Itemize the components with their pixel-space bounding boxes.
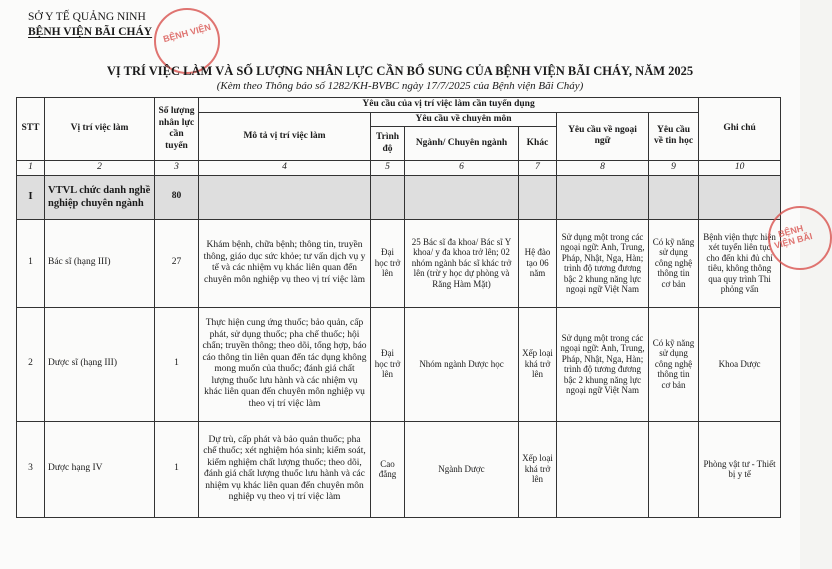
col-number: 8 <box>557 161 649 176</box>
recruitment-table <box>16 97 781 518</box>
row-major: 25 Bác sĩ đa khoa/ Bác sĩ Y khoa/ y đa khoa trở lên; 02 nhóm ngành bác sĩ khác trở lên (trừ y học dự phòng và Răng Hàm Mặt) <box>405 219 519 307</box>
header-professional: Yêu cầu về chuyên môn <box>371 112 557 127</box>
table-row <box>17 307 781 421</box>
header-row-1 <box>17 98 781 113</box>
col-number: 2 <box>45 161 155 176</box>
table-row <box>17 219 781 307</box>
col-number: 5 <box>371 161 405 176</box>
row-position: Bác sĩ (hạng III) <box>45 219 155 307</box>
red-seal-stamp: BỆNH VIỆN <box>154 8 220 74</box>
row-other: Xếp loại khá trở lên <box>519 421 557 517</box>
row-stt: 3 <box>17 421 45 517</box>
col-number: 7 <box>519 161 557 176</box>
row-other: Hệ đào tạo 06 năm <box>519 219 557 307</box>
row-level: Đại học trở lên <box>371 307 405 421</box>
row-it <box>649 421 699 517</box>
header-requirements: Yêu cầu của vị trí việc làm cần tuyển dụng <box>199 98 699 113</box>
row-it: Có kỹ năng sử dụng công nghệ thông tin cơ bản <box>649 307 699 421</box>
row-stt: 1 <box>17 219 45 307</box>
organization-header <box>28 10 152 40</box>
row-description: Thực hiện cung ứng thuốc; bảo quản, cấp phát, sử dụng thuốc; pha chế thuốc; hội chẩn; truyền thông; theo dõi, tổng hợp, báo cáo thông tin liên quan đến tác dụng không mong muốn của thuốc; đánh giá chất lượng thuốc lưu hành và các nhiệm vụ khác liên quan đến chuyên môn nghiệp vụ theo vị trí việc làm <box>199 307 371 421</box>
row-it: Có kỹ năng sử dụng công nghệ thông tin cơ bản <box>649 219 699 307</box>
row-level: Đại học trở lên <box>371 219 405 307</box>
row-position: Dược sĩ (hạng III) <box>45 307 155 421</box>
header-level: Trình độ <box>371 127 405 161</box>
header-stt: STT <box>17 98 45 161</box>
document-subtitle: (Kèm theo Thông báo số 1282/KH-BVBC ngày 17/7/2025 của Bệnh viện Bãi Cháy) <box>216 80 584 92</box>
group-row <box>17 175 781 219</box>
column-number-row <box>17 161 781 176</box>
department-name: SỞ Y TẾ QUẢNG NINH <box>28 11 146 23</box>
row-note: Phòng vật tư - Thiết bị y tế <box>699 421 781 517</box>
row-note: Bệnh viện thực hiện xét tuyển liên tục cho đến khi đủ chỉ tiêu, không thông qua quy trình Thi phỏng vấn <box>699 219 781 307</box>
col-number: 4 <box>199 161 371 176</box>
row-language: Sử dụng một trong các ngoại ngữ: Anh, Trung, Pháp, Nhật, Nga, Hàn; trình độ tương đương bậc 2 khung năng lực ngoại ngữ Việt Nam <box>557 307 649 421</box>
col-number: 1 <box>17 161 45 176</box>
col-number: 10 <box>699 161 781 176</box>
header-note: Ghi chú <box>699 98 781 161</box>
row-major: Nhóm ngành Dược học <box>405 307 519 421</box>
red-seal-stamp: BỆNH VIỆN BÃI <box>768 206 832 270</box>
row-position: Dược hạng IV <box>45 421 155 517</box>
header-it: Yêu cầu về tin học <box>649 112 699 161</box>
row-note: Khoa Dược <box>699 307 781 421</box>
row-level: Cao đẳng <box>371 421 405 517</box>
header-position: Vị trí việc làm <box>45 98 155 161</box>
row-stt: 2 <box>17 307 45 421</box>
row-quantity: 1 <box>155 421 199 517</box>
row-major: Ngành Dược <box>405 421 519 517</box>
table-row <box>17 421 781 517</box>
row-description: Dự trù, cấp phát và bảo quản thuốc; pha chế thuốc; xét nghiệm hóa sinh; kiểm soát, kiểm nghiệm chất lượng thuốc; theo dõi, đánh giá chất lượng thuốc lưu hành và các nhiệm vụ khác liên quan đến chuyên môn nghiệp vụ theo vị trí việc làm <box>199 421 371 517</box>
row-quantity: 1 <box>155 307 199 421</box>
row-quantity: 27 <box>155 219 199 307</box>
header-quantity: Số lượng nhân lực cần tuyển <box>155 98 199 161</box>
header-other: Khác <box>519 127 557 161</box>
col-number: 9 <box>649 161 699 176</box>
row-language: Sử dụng một trong các ngoại ngữ: Anh, Trung, Pháp, Nhật, Nga, Hàn; trình độ tương đương bậc 2 khung năng lực ngoại ngữ Việt Nam <box>557 219 649 307</box>
group-quantity: 80 <box>155 175 199 219</box>
row-language <box>557 421 649 517</box>
hospital-name: BỆNH VIỆN BÃI CHÁY <box>28 26 153 38</box>
header-major: Ngành/ Chuyên ngành <box>405 127 519 161</box>
row-other: Xếp loại khá trở lên <box>519 307 557 421</box>
group-stt: I <box>17 175 45 219</box>
header-language: Yêu cầu về ngoại ngữ <box>557 112 649 161</box>
header-description: Mô tả vị trí việc làm <box>199 112 371 161</box>
row-description: Khám bệnh, chữa bệnh; thông tin, truyền thông, giáo dục sức khỏe; tư vấn dịch vụ y tế và các nhiệm vụ khác liên quan đến chuyên môn nghiệp vụ theo vị trí việc làm <box>199 219 371 307</box>
col-number: 6 <box>405 161 519 176</box>
document-title: VỊ TRÍ VIỆC LÀM VÀ SỐ LƯỢNG NHÂN LỰC CẦN BỔ SUNG CỦA BỆNH VIỆN BÃI CHÁY, NĂM 2025 <box>106 64 694 78</box>
col-number: 3 <box>155 161 199 176</box>
group-name: VTVL chức danh nghề nghiệp chuyên ngành <box>45 175 155 219</box>
